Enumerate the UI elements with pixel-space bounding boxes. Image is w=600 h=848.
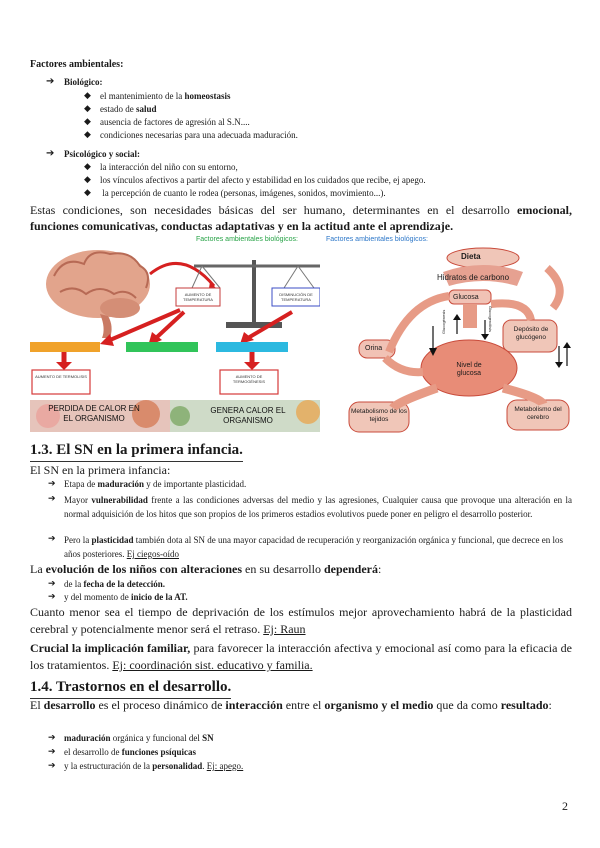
- label-glucogenolisis: Glucogenólisis: [488, 306, 493, 333]
- section-heading-1-3: 1.3. El SN en la primera infancia.: [30, 440, 243, 462]
- glucose-figure: [345, 240, 577, 434]
- label-meta-tejidos: Metabolismo de los tejidos: [351, 408, 407, 423]
- diamond-bullet-icon: ◆: [84, 116, 91, 126]
- diamond-bullet-icon: ◆: [84, 129, 91, 139]
- paragraph-desarrollo: El desarrollo es el proceso dinámico de interacción entre el organismo y el medio que da como resultado:: [30, 698, 552, 712]
- list-item: de la fecha de la detección.: [64, 579, 165, 589]
- caption-left: PERDIDA DE CALOR EN EL ORGANISMO: [48, 404, 140, 423]
- label-hidratos: Hidratos de carbono: [437, 273, 510, 282]
- biologico-label: Biológico:: [64, 77, 103, 87]
- list-item: ausencia de factores de agresión al S.N....: [100, 117, 250, 127]
- summary-paragraph: Estas condiciones, son necesidades básicas del ser humano, determinantes en el desarrollo emocional, funciones comunicativas, conductas adaptativas y en la actitud ante el aprendizaje.: [30, 203, 572, 233]
- list-item: el mantenimiento de la homeostasis: [100, 91, 231, 101]
- diamond-bullet-icon: ◆: [84, 161, 91, 171]
- arrow-icon: ➔: [48, 746, 56, 756]
- label-orina: Orina: [365, 345, 383, 352]
- section-title-factores: Factores ambientales:: [30, 59, 124, 70]
- thermoregulation-diagram: [30, 236, 320, 432]
- list-item: condiciones necesarias para una adecuada maduración.: [100, 130, 298, 140]
- arrow-icon: ➔: [48, 493, 56, 503]
- label-deposito: Depósito de glucógeno: [513, 326, 549, 341]
- thermoregulation-figure: [30, 236, 320, 432]
- list-item: Etapa de maduración y de importante plasticidad.: [64, 479, 247, 489]
- diamond-bullet-icon: ◆: [84, 174, 91, 184]
- section-intro: El SN en la primera infancia:: [30, 463, 171, 477]
- arrow-icon: ➔: [48, 732, 56, 742]
- section-heading-1-4: 1.4. Trastornos en el desarrollo.: [30, 677, 231, 699]
- example-link[interactable]: Ej ciegos-oído: [126, 549, 179, 559]
- arrow-icon: ➔: [48, 760, 56, 770]
- example-link[interactable]: Ej: coordinación sist. educativo y familia.: [112, 658, 313, 672]
- psicologico-label: Psicológico y social:: [64, 149, 140, 159]
- list-item: la interacción del niño con su entorno,: [100, 162, 238, 172]
- box-label: AUMENTO DE TERMOLISIS: [35, 374, 87, 379]
- list-item: estado de salud: [100, 104, 157, 114]
- list-item: el desarrollo de funciones psíquicas: [64, 747, 197, 757]
- figure-label-green: Factores ambientales biológicos:: [196, 236, 298, 243]
- arrow-icon: ➔: [48, 591, 56, 601]
- label-glucosa: Glucosa: [453, 294, 479, 301]
- list-item: Pero la plasticidad también dota al SN de una mayor capacidad de recuperación y reorganización orgánica y funcional, que decrece en los años posteriores. Ej ciegos-oído: [64, 535, 563, 559]
- figure-label-blue: Factores ambientales biológicos:: [326, 236, 428, 243]
- caption-right: GENERA CALOR EL ORGANISMO: [210, 406, 286, 425]
- label-nivel: Nivel de glucosa: [456, 362, 482, 377]
- example-link[interactable]: Ej: Raun: [263, 622, 306, 636]
- paragraph-deprivation: Cuanto menor sea el tiempo de deprivación de los estímulos mejor aprovechamiento habrá de la plasticidad cerebral y potencialmente menor será el retraso. Ej: Raun: [30, 605, 572, 636]
- arrow-icon: ➔: [48, 478, 56, 488]
- box-label: DISMINUCIÓN DE TEMPERATURA: [279, 292, 313, 302]
- box-label: AUMENTO DE TEMPERATURA: [183, 292, 213, 302]
- arrow-icon: ➔: [46, 76, 55, 87]
- diamond-bullet-icon: ◆: [84, 90, 91, 100]
- list-item: y del momento de inicio de la AT.: [64, 592, 188, 602]
- diamond-bullet-icon: ◆: [84, 103, 91, 113]
- label-glucogenesis: Glucogénesis: [441, 309, 446, 334]
- list-item: la percepción de cuanto le rodea (personas, imágenes, sonidos, movimiento...).: [100, 188, 386, 198]
- list-item: y la estructuración de la personalidad. Ej: apego.: [64, 761, 244, 771]
- arrow-icon: ➔: [48, 578, 56, 588]
- arrow-icon: ➔: [46, 148, 55, 159]
- evol-paragraph: La evolución de los niños con alteraciones en su desarrollo dependerá:: [30, 562, 382, 576]
- list-item: los vínculos afectivos a partir del afecto y estabilidad en los cuidados que recibe, ej apego.: [100, 175, 426, 185]
- paragraph-familiar: Crucial la implicación familiar, para favorecer la interacción afectiva y emocional así como para la eficacia de los tratamientos. Ej: coordinación sist. educativo y familia.: [30, 641, 572, 672]
- label-meta-cerebro: Metabolismo del cerebro: [514, 406, 562, 421]
- label-dieta: Dieta: [461, 252, 481, 261]
- list-item: Mayor vulnerabilidad frente a las condiciones adversas del medio y las agresiones, Cualquier causa que provoque una alteración en la normal adquisición de los hitos que son propios de los primeros estadios evolutivos puede poner en peligro el desarrollo posterior.: [64, 495, 572, 519]
- page-number: 2: [562, 799, 568, 813]
- diamond-bullet-icon: ◆: [84, 187, 91, 197]
- arrow-icon: ➔: [48, 533, 56, 543]
- box-label: AUMENTO DE TERMOGÉNESIS: [232, 374, 266, 384]
- example-link[interactable]: Ej: apego.: [206, 761, 244, 771]
- list-item: maduración orgánica y funcional del SN: [64, 733, 214, 743]
